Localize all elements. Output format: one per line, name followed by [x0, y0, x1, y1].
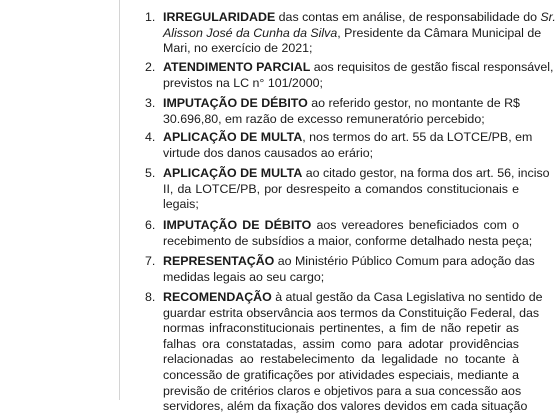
text-line — [163, 290, 543, 306]
item-text — [163, 96, 519, 127]
bold-term: APLICAÇÃO DE MULTA — [163, 166, 303, 180]
text-segment: 30.696,80, em razão de excesso remuneratório percebido; — [163, 111, 485, 126]
text-line — [163, 10, 556, 26]
text-segment: legais; — [163, 197, 199, 212]
item-text — [163, 218, 533, 249]
text-segment: aos requisitos de gestão fiscal responsável, — [310, 60, 554, 74]
text-line — [163, 166, 550, 182]
text-line — [163, 96, 519, 112]
text-line — [163, 41, 519, 57]
bold-term: ATENDIMENTO PARCIAL — [163, 60, 311, 74]
item-text — [163, 60, 554, 91]
bold-term: REPRESENTAÇÃO — [163, 254, 275, 268]
item-text — [163, 10, 556, 57]
text-line — [163, 321, 519, 337]
text-line — [163, 254, 535, 270]
bold-term: IMPUTAÇÃO DE DÉBITO — [163, 96, 308, 110]
text-segment: recebimento de subsídios a maior, conforme detalhado nesta peça; — [163, 233, 533, 248]
text-segment: normas infraconstitucionais pertinentes, a fim de não repetir as — [163, 321, 519, 336]
bold-term: RECOMENDAÇÃO — [163, 290, 272, 304]
text-segment: relacionadas ao restabelecimento da legalidade no tocante à — [163, 352, 519, 367]
item-text — [163, 290, 543, 415]
text-line — [163, 182, 519, 198]
italic-text: Alisson José da Cunha da Silva — [163, 25, 338, 40]
text-line — [163, 233, 533, 250]
text-line — [163, 25, 542, 42]
text-segment: ao referido gestor, no montante de R$ — [307, 96, 520, 110]
text-segment: previsão de critérios claros e objetivos para a sua concessão aos — [163, 383, 522, 398]
item-number: 6. — [145, 218, 156, 232]
text-segment: medidas legais ao seu cargo; — [163, 269, 325, 284]
item-number: 3. — [145, 96, 156, 110]
item-text — [163, 130, 533, 161]
text-segment: ao citado gestor, na forma dos art. 56, inciso — [302, 166, 550, 180]
bold-term: IRREGULARIDADE — [163, 10, 276, 24]
item-text — [163, 254, 535, 285]
text-segment: , Presidente da Câmara Municipal de — [337, 25, 542, 40]
text-segment: virtude dos danos causados ao erário; — [163, 145, 374, 160]
text-line — [163, 399, 528, 415]
item-text — [163, 166, 550, 213]
bold-term: APLICAÇÃO DE MULTA — [163, 130, 303, 144]
text-segment: , nos termos do art. 55 da LOTCE/PB, em — [302, 130, 533, 144]
item-number: 8. — [145, 290, 156, 304]
text-line — [163, 112, 519, 128]
text-line — [163, 337, 519, 353]
text-line — [163, 76, 519, 92]
text-segment: Mari, no exercício de 2021; — [163, 41, 313, 56]
text-line — [163, 130, 533, 146]
text-line — [163, 352, 519, 368]
text-segment: concessão de gratificações por atividades especiais, mediante a — [163, 367, 519, 382]
text-line — [163, 270, 519, 286]
page-margin-rule — [119, 0, 120, 400]
text-line — [163, 146, 519, 162]
text-line — [163, 383, 522, 400]
item-number: 7. — [145, 254, 156, 268]
text-segment: servidores, além da fixação dos valores devidos em cada situação — [163, 399, 528, 414]
text-segment: ao Ministério Público Comum para adoção das — [274, 254, 535, 268]
item-number: 1. — [145, 10, 156, 24]
item-number: 5. — [145, 166, 156, 180]
text-line — [163, 60, 554, 76]
text-segment: das contas em análise, de responsabilidade do — [275, 10, 541, 24]
text-line — [163, 197, 519, 213]
text-segment: previstos na LC n° 101/2000; — [163, 75, 323, 90]
item-number: 4. — [145, 130, 156, 144]
italic-text: Sr. — [540, 10, 556, 24]
text-segment: falhas ora constatadas, assim como para adotar providências — [163, 336, 519, 351]
text-segment: II, da LOTCE/PB, por desrespeito a comandos constitucionais e — [163, 181, 519, 196]
text-segment: guardar estrita observância aos termos da Constituição Federal, das — [163, 305, 540, 320]
item-number: 2. — [145, 60, 156, 74]
text-segment: aos vereadores beneficiados com o — [311, 218, 519, 232]
text-segment: à atual gestão da Casa Legislativa no sentido de — [271, 290, 543, 304]
text-line — [163, 218, 519, 234]
text-line — [163, 305, 540, 322]
text-line — [163, 368, 519, 384]
bold-term: IMPUTAÇÃO DE DÉBITO — [163, 218, 312, 232]
